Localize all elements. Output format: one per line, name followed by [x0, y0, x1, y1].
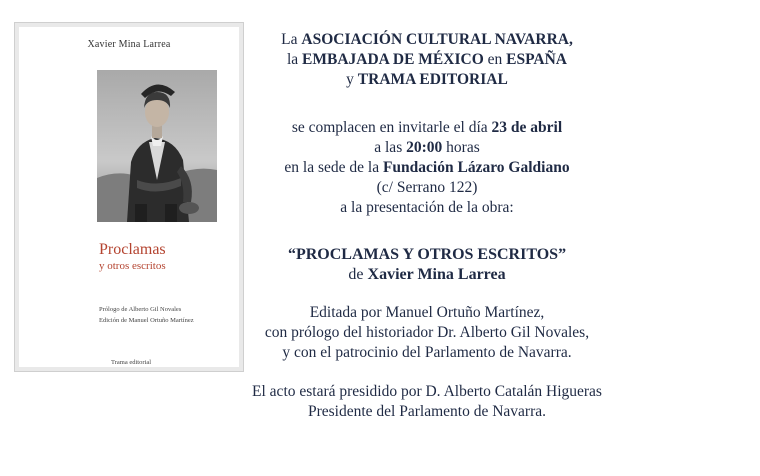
event-line-2-prefix: a las [374, 139, 407, 156]
credits-line-1: Editada por Manuel Ortuño Martínez, [309, 304, 545, 321]
event-line-1 [232, 118, 622, 138]
event-line-1-prefix: se complacen en invitarle el día [291, 119, 492, 136]
event-venue: Fundación Lázaro Galdiano [382, 159, 570, 176]
book-cover [19, 27, 239, 367]
hosts-line-1-prefix: La [281, 31, 302, 48]
event-address: (c/ Serrano 122) [376, 179, 478, 196]
invitation-event [232, 118, 622, 218]
event-line-5: a la presentación de la obra: [340, 199, 514, 216]
invitation-hosts [232, 30, 622, 90]
cover-prologue-credit: Prólogo de Alberto Gil Novales [99, 306, 182, 313]
host-embajada: EMBAJADA DE MÉXICO [302, 51, 484, 68]
host-asociacion: ASOCIACIÓN CULTURAL NAVARRA, [301, 31, 573, 48]
credits-line-3: y con el patrocinio del Parlamento de Navarra. [282, 344, 572, 361]
event-date: 23 de abril [491, 119, 563, 136]
event-time: 20:00 [406, 139, 443, 156]
event-line-2-suffix: horas [442, 139, 480, 156]
invitation-presidency [232, 382, 622, 422]
book-cover-frame [14, 22, 244, 372]
hosts-line-3 [232, 70, 622, 90]
cover-author: Xavier Mina Larrea [87, 39, 171, 50]
work-author-prefix: de [348, 266, 368, 283]
hosts-line-2-prefix: la [286, 51, 303, 68]
event-line-3-prefix: en la sede de la [284, 159, 383, 176]
hosts-line-2 [232, 50, 622, 70]
work-title-text: “PROCLAMAS Y OTROS ESCRITOS” [287, 246, 567, 263]
invitation-work [232, 245, 622, 285]
hosts-line-3-prefix: y [346, 71, 358, 88]
work-author-line [232, 265, 622, 285]
hosts-line-2-mid: en [483, 51, 507, 68]
work-title [232, 245, 622, 265]
cover-publisher: Trama editorial [111, 359, 152, 366]
event-line-2 [232, 138, 622, 158]
cover-edition-credit: Edición de Manuel Ortuño Martínez [99, 317, 194, 324]
event-line-3 [232, 158, 622, 178]
host-espana: ESPAÑA [506, 51, 567, 68]
work-author: Xavier Mina Larrea [367, 266, 506, 283]
hosts-line-1 [232, 30, 622, 50]
cover-title: Proclamas [99, 241, 166, 258]
presidency-line-2: Presidente del Parlamento de Navarra. [307, 403, 546, 420]
credits-line-2: con prólogo del historiador Dr. Alberto Gil Novales, [264, 324, 590, 341]
presidency-line-1: El acto estará presidido por D. Alberto Catalán Higueras [252, 383, 602, 400]
cover-subtitle: y otros escritos [99, 260, 166, 272]
invitation-credits [232, 303, 622, 363]
host-trama: TRAMA EDITORIAL [357, 71, 508, 88]
portrait-engraving-icon [97, 70, 217, 222]
